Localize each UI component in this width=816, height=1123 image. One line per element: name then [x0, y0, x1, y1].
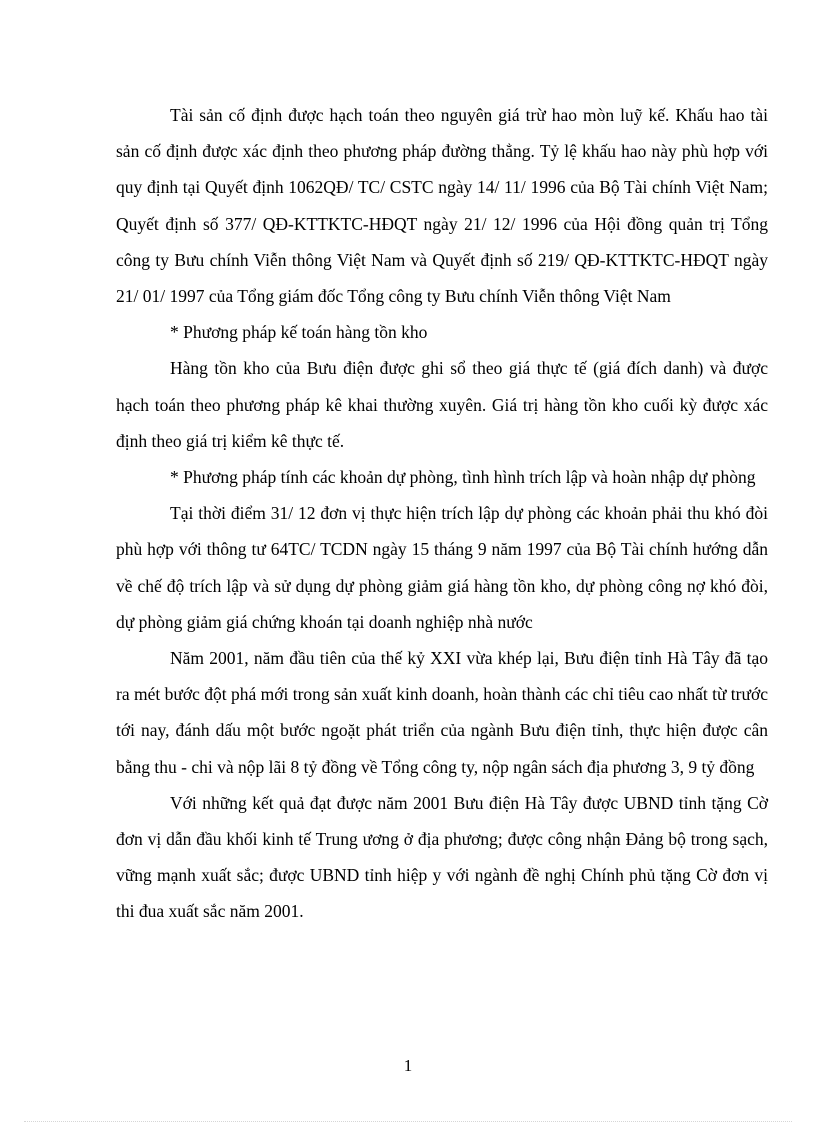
page-bottom-divider [24, 1121, 792, 1122]
paragraph-2001-awards: Với những kết quả đạt được năm 2001 Bưu điện Hà Tây được UBND tỉnh tặng Cờ đơn vị dẫn đầu khối kinh tế Trung ương ở địa phương; được công nhận Đảng bộ trong sạch, vững mạnh xuất sắc; được UBND tỉnh hiệp y với ngành đề nghị Chính phủ tặng Cờ đơn vị thi đua xuất sắc năm 2001. [116, 792, 768, 922]
document-body [116, 97, 768, 930]
paragraph-provision-method: Tại thời điểm 31/ 12 đơn vị thực hiện trích lập dự phòng các khoản phải thu khó đòi phù hợp với thông tư 64TC/ TCDN ngày 15 tháng 9 năm 1997 của Bộ Tài chính hướng dẫn về chế độ trích lập và sử dụng dự phòng giảm giá hàng tồn kho, dự phòng công nợ khó đòi, dự phòng giảm giá chứng khoán tại doanh nghiệp nhà nước [116, 503, 768, 632]
paragraph-2001-results: Năm 2001, năm đầu tiên của thế kỷ XXI vừa khép lại, Bưu điện tỉnh Hà Tây đã tạo ra mét bước đột phá mới trong sản xuất kinh doanh, hoàn thành các chỉ tiêu cao nhất từ trước tới nay, đánh dấu một bước ngoặt phát triển của ngành Bưu điện tỉnh, thực hiện được cân bằng thu - chi và nộp lãi 8 tỷ đồng về Tổng công ty, nộp ngân sách địa phương 3, 9 tỷ đồng [116, 648, 769, 777]
page-number: 1 [403, 1056, 413, 1075]
paragraph-depreciation-policy: Tài sản cố định được hạch toán theo nguyên giá trừ hao mòn luỹ kế. Khấu hao tài sản cố định được xác định theo phương pháp đường thẳng. Tỷ lệ khấu hao này phù hợp với quy định tại Quyết định 1062QĐ/ TC/ CSTC ngày 14/ 11/ 1996 của Bộ Tài chính Việt Nam; Quyết định số 377/ QĐ-KTTKTC-HĐQT ngày 21/ 12/ 1996 của Hội đồng quản trị Tổng công ty Bưu chính Viễn thông Việt Nam và Quyết định số 219/ QĐ-KTTKTC-HĐQT ngày 21/ 01/ 1997 của Tổng giám đốc Tổng công ty Bưu chính Viễn thông Việt Nam [116, 105, 768, 307]
paragraph-inventory-method: Hàng tồn kho của Bưu điện được ghi sổ theo giá thực tế (giá đích danh) và được hạch toán theo phương pháp kê khai thường xuyên. Giá trị hàng tồn kho cuối kỳ được xác định theo giá trị kiểm kê thực tế. [116, 358, 768, 451]
heading-provision-method: * Phương pháp tính các khoản dự phòng, tình hình trích lập và hoàn nhập dự phòng [170, 467, 756, 488]
heading-inventory-method: * Phương pháp kế toán hàng tồn kho [170, 322, 428, 343]
